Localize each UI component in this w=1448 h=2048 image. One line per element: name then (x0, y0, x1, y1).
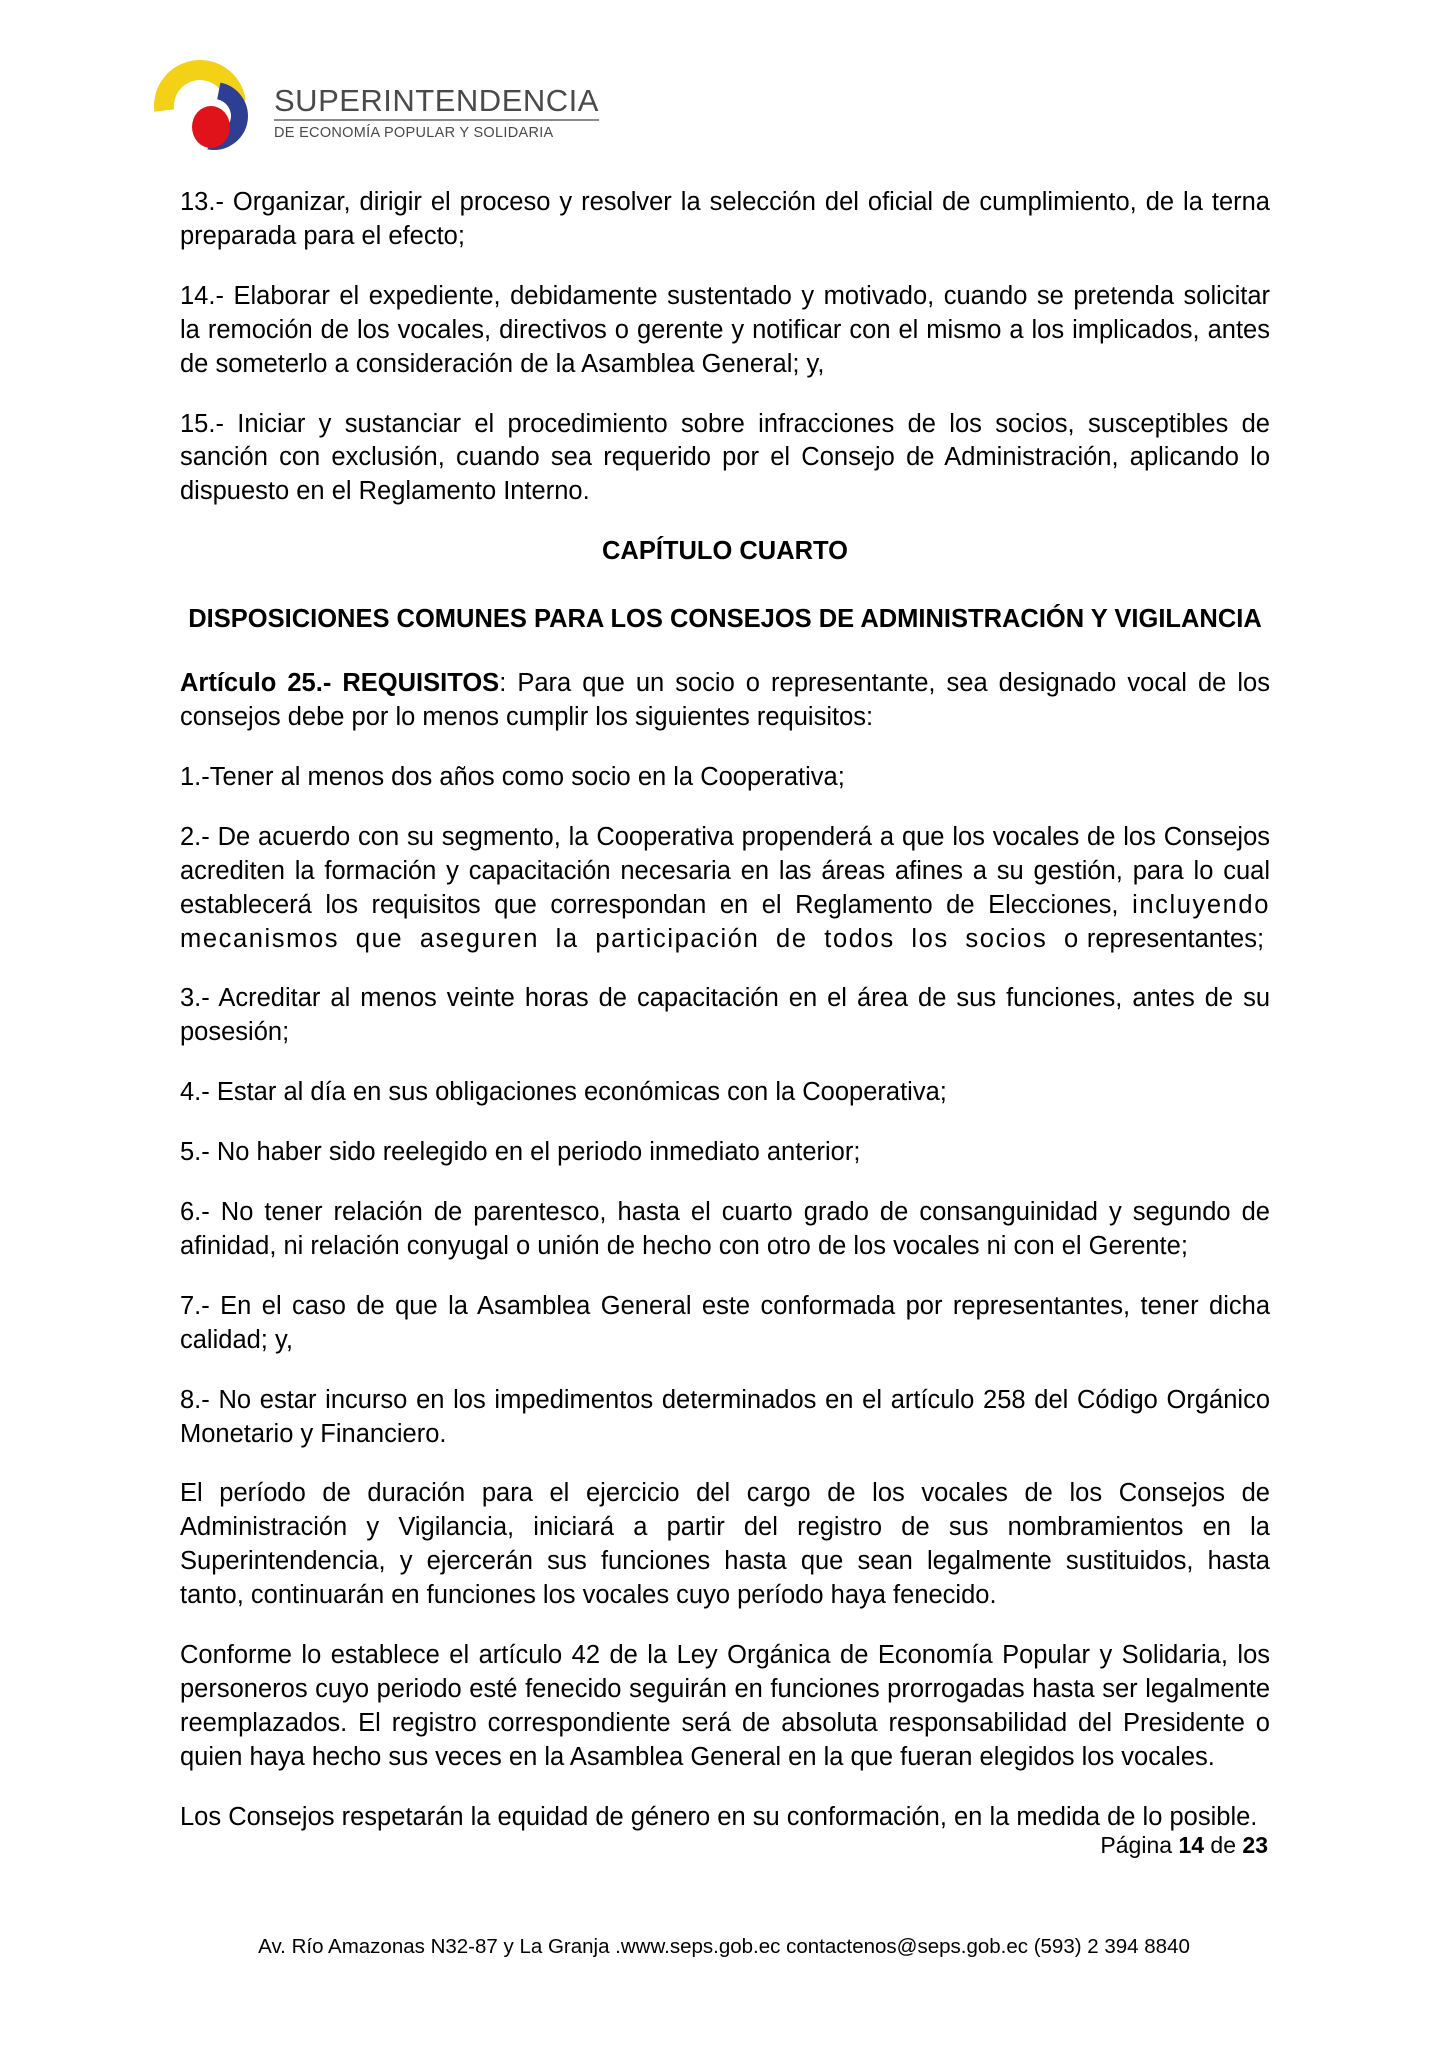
logo-red-dot (192, 106, 230, 148)
chapter-heading: CAPÍTULO CUARTO (601, 537, 849, 566)
paragraph-requisito-3: 3.- Acreditar al menos veinte horas de capacitación en el área de sus funciones, antes de su posesión; (180, 984, 1270, 1047)
article-25-label: Artículo 25.- REQUISITOS (180, 669, 500, 698)
paragraph-requisito-5: 5.- No haber sido reelegido en el periodo inmediato anterior; (180, 1138, 861, 1167)
paragraph-requisito-1: 1.-Tener al menos dos años como socio en la Cooperativa; (180, 762, 845, 791)
paragraph-item-13: 13.- Organizar, dirigir el proceso y resolver la selección del oficial de cumplimiento, de la terna preparada para el efecto; (180, 188, 1270, 250)
requisito-2-line-c: representantes; (1086, 924, 1265, 953)
page-number-prefix: Página (1100, 1832, 1179, 1858)
document-body (180, 186, 1270, 1835)
logo-subtitle: DE ECONOMÍA POPULAR Y SOLIDARIA (274, 124, 554, 141)
paragraph-requisito-6: 6.- No tener relación de parentesco, hasta el cuarto grado de consanguinidad y segundo de afinidad, ni relación conyugal o unión de hecho con otro de los vocales ni con el Gerente; (180, 1198, 1270, 1260)
paragraph-article-25 (180, 667, 1270, 735)
paragraph-requisito-7: 7.- En el caso de que la Asamblea General este conformada por representantes, tener dicha calidad; y, (180, 1291, 1270, 1354)
footer-address: Av. Río Amazonas N32-87 y La Granja .www.seps.gob.ec contactenos@seps.gob.ec (593) 2 394 8840 (258, 1935, 1190, 1958)
paragraph-closing-2: Conforme lo establece el artículo 42 de la Ley Orgánica de Economía Popular y Solidaria, los personeros cuyo periodo esté fenecido seguirán en funciones prorrogadas hasta ser legalmente reemplazados. El registro correspondiente será de absoluta responsabilidad del Presidente o quien haya hecho sus veces en la Asamblea General en la que fueran elegidos los vocales. (180, 1641, 1270, 1771)
paragraph-closing-1: El período de duración para el ejercicio del cargo de los vocales de los Consejos de Administración y Vigilancia, iniciará a partir del registro de sus nombramientos en la Superintendencia, y ejercerán sus funciones hasta que sean legalmente sustituidos, hasta tanto, continuarán en funciones los vocales cuyo período haya fenecido. (180, 1479, 1270, 1610)
page-number-middle: de (1204, 1832, 1243, 1858)
logo-text-block (274, 82, 599, 145)
paragraph-item-14: 14.- Elaborar el expediente, debidamente sustentado y motivado, cuando se pretenda solicitar la remoción de los vocales, directivos o gerente y notificar con el mismo a los implicados, antes de someterlo a consideración de la Asamblea General; y, (180, 281, 1270, 378)
requisito-2-line-b: incluyendo mecanismos que aseguren la participación de todos los socios o (180, 890, 1270, 953)
page-number-current: 14 (1178, 1832, 1205, 1858)
requisito-2-line-a: 2.- De acuerdo con su segmento, la Cooperativa propenderá a que los vocales de los Consejos acrediten la formación y capacitación necesaria en las áreas afines a su gestión, para lo cual establecerá los requisitos que correspondan en el Reglamento de Elecciones, (180, 822, 1270, 919)
seps-spiral-icon (152, 54, 262, 144)
paragraph-requisito-2 (180, 821, 1270, 957)
paragraph-requisito-4: 4.- Estar al día en sus obligaciones económicas con la Cooperativa; (180, 1078, 947, 1107)
document-header (0, 48, 1448, 144)
paragraph-item-15: 15.- Iniciar y sustanciar el procedimiento sobre infracciones de los socios, susceptibles de sanción con exclusión, cuando sea requerido por el Consejo de Administración, aplicando lo dispuesto en el Reglamento Interno. (180, 409, 1270, 506)
article-25-text: : Para que un socio o representante, sea designado vocal de los consejos debe por lo menos cumplir los siguientes requisitos: (180, 669, 1270, 731)
logo-title: SUPERINTENDENCIA (274, 85, 599, 121)
paragraph-requisito-8: 8.- No estar incurso en los impedimentos determinados en el artículo 258 del Código Orgánico Monetario y Financiero. (180, 1385, 1270, 1448)
seps-logo (152, 48, 599, 144)
section-heading: DISPOSICIONES COMUNES PARA LOS CONSEJOS DE ADMINISTRACIÓN Y VIGILANCIA (188, 605, 1262, 634)
page-number (1100, 1832, 1268, 1859)
page-number-total: 23 (1242, 1832, 1268, 1858)
paragraph-closing-3: Los Consejos respetarán la equidad de género en su conformación, en la medida de lo posible. (180, 1802, 1258, 1831)
